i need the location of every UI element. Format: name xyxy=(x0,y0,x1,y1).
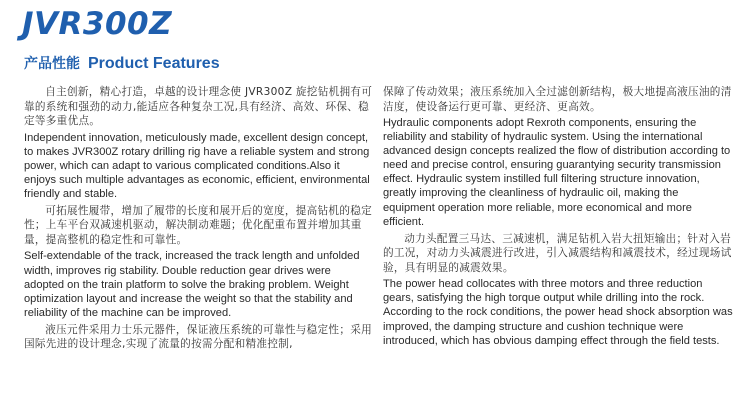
paragraph-1-en: Independent innovation, meticulously made, excellent design concept, to makes JVR300Z rotary drilling rig have a reliable system and strong power, which can adapt to various complicated conditions.Also it enjoys such multiple advantages as economic, efficient, environmental friendly and stable. xyxy=(24,131,370,200)
page-title: JVR300Z xyxy=(22,6,173,42)
right-column xyxy=(383,85,733,351)
section-heading xyxy=(24,54,220,74)
paragraph-2-cn: 可拓展性履带，增加了履带的长度和展开后的宽度，提高钻机的稳定性；上车平台双减速机驱动，解决制动难题；优化配重布置并增加其重量，提高整机的稳定性和可靠性。 xyxy=(24,204,372,246)
paragraph-4-cn: 动力头配置三马达、三减速机，满足钻机入岩大扭矩输出；针对入岩的工况，对动力头减震进行改进，引入减震结构和减震技术，经过现场试验，具有明显的减震效果。 xyxy=(383,232,732,274)
paragraph-1-cn: 自主创新，精心打造，卓越的设计理念使 JVR300Z 旋挖钻机拥有可靠的系统和强劲的动力,能适应各种复杂工况,具有经济、高效、环保、稳定等多重优点。 xyxy=(24,86,373,127)
paragraph-3-cn: 液压元件采用力士乐元器件，保证液压系统的可靠性与稳定性；采用国际先进的设计理念,实现了流量的按需分配和精准控制, xyxy=(24,323,372,351)
paragraph-2-en: Self-extendable of the track, increased the track length and unfolded width, improves rig stability. Double reduction gear drives were adopted on the train platform to solve the braking problem. Weight optimization layout and increase the weight so that the stability and reliability of the machine can be improved. xyxy=(24,250,360,319)
paragraph-3-cn-continued: 保障了传动效果；液压系统加入全过滤创新结构，极大地提高液压油的清洁度，使设备运行更可靠、更经济、更高效。 xyxy=(383,86,732,113)
left-column xyxy=(24,85,374,352)
paragraph-4-en: The power head collocates with three motors and three reduction gears, satisfying the high torque output while drilling into the rock. According to the rock conditions, the power head shock absorption was improved, the damping structure and cushion technique were introduced, which has obvious damping effect through the field tests. xyxy=(383,278,733,347)
section-heading-cn: 产品性能 xyxy=(24,56,80,72)
section-heading-en: Product Features xyxy=(88,55,220,72)
paragraph-3-en: Hydraulic components adopt Rexroth components, ensuring the reliability and stability of hydraulic system. Using the international advanced design concepts realized the flow of distribution according to need and precise control, ensuring guarantying security transmission effect. Hydraulic system instilled full filtering structure innovation, greatly improving the cleanliness of hydraulic oil, making the equipment operation more reliable, more economical and more efficient. xyxy=(383,117,731,228)
